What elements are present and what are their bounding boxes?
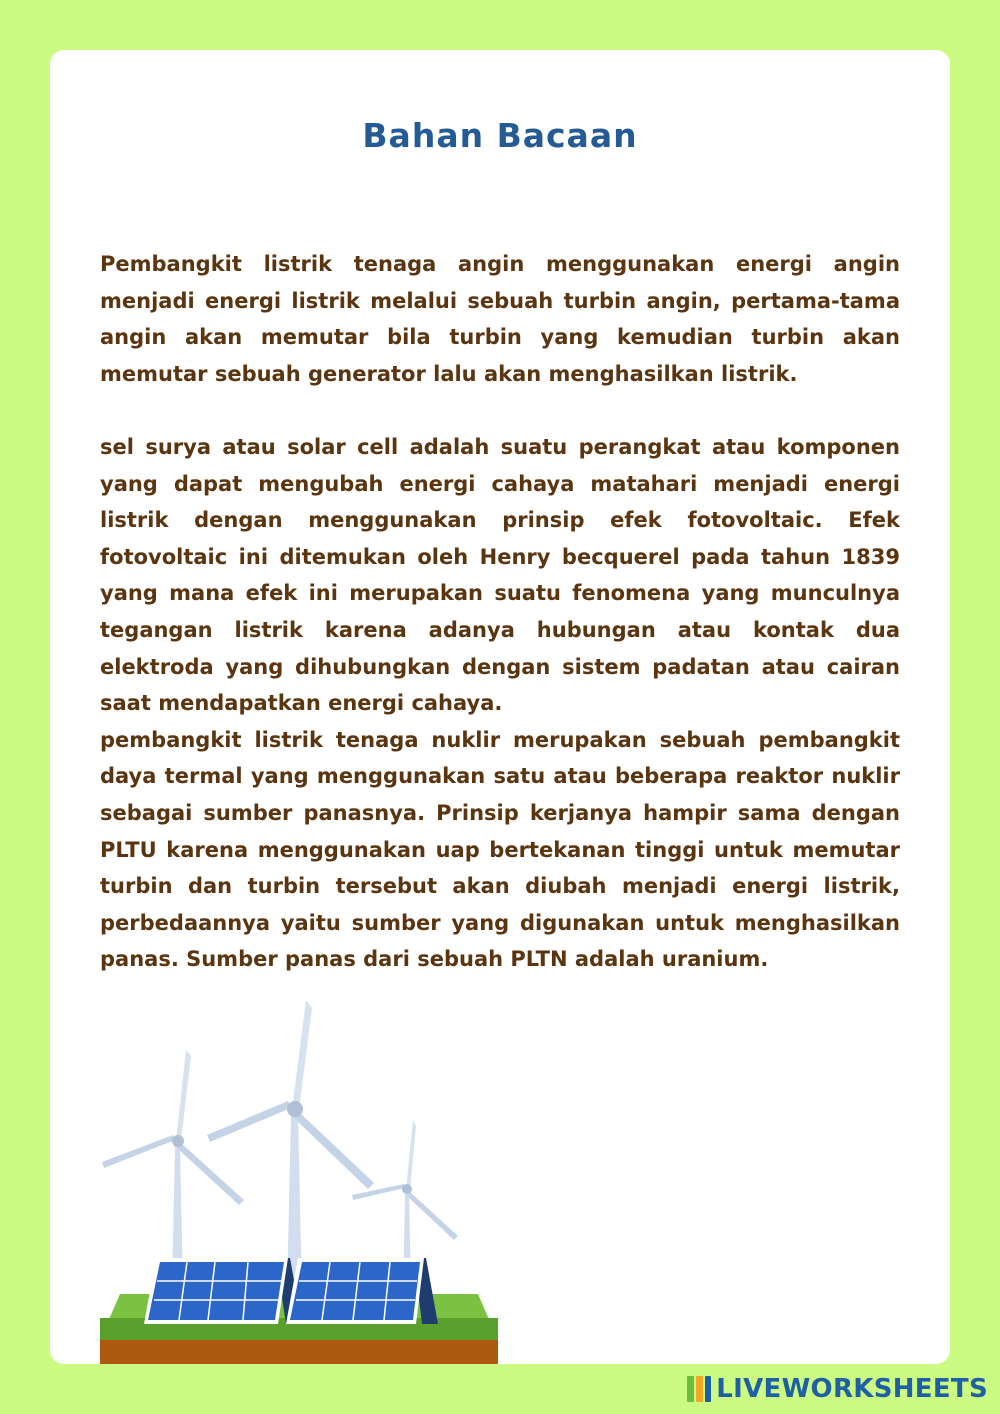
solar-panel-right bbox=[286, 1258, 438, 1324]
page-title: Bahan Bacaan bbox=[362, 116, 638, 155]
reading-text bbox=[100, 246, 900, 978]
paragraph-wind-power: Pembangkit listrik tenaga angin menggunakan energi angin menjadi energi listrik melalui sebuah turbin angin, pertama-tama angin akan memutar bila turbin yang kemudian turbin akan memutar sebuah generator lalu akan menghasilkan listrik. bbox=[100, 252, 900, 386]
liveworksheets-brand bbox=[686, 1372, 988, 1406]
soil-layer bbox=[100, 1340, 498, 1364]
wind-turbine-left bbox=[102, 1050, 244, 1290]
liveworksheets-logo-icon bbox=[686, 1374, 712, 1404]
paragraph-nuclear-power: pembangkit listrik tenaga nuklir merupakan sebuah pembangkit daya termal yang menggunakan satu atau beberapa reaktor nuklir sebagai sumber panasnya. Prinsip kerjanya hampir sama dengan PLTU karena menggunakan uap bertekanan tinggi untuk memutar turbin dan turbin tersebut akan diubah menjadi energi listrik, perbedaannya yaitu sumber yang digunakan untuk menghasilkan panas. Sumber panas dari sebuah PLTN adalah uranium. bbox=[100, 727, 900, 972]
brand-name: LIVEWORKSHEETS bbox=[716, 1374, 988, 1404]
paragraph-solar-cell: sel surya atau solar cell adalah suatu perangkat atau komponen yang dapat mengubah energi cahaya matahari menjadi energi listrik dengan menggunakan prinsip efek fotovoltaic. Efek fotovoltaic ini ditemukan oleh Henry becquerel pada tahun 1839 yang mana efek ini merupakan suatu fenomena yang munculnya tegangan listrik karena adanya hubungan atau kontak dua elektroda yang dihubungkan dengan sistem padatan atau cairan saat mendapatkan energi cahaya. bbox=[100, 434, 900, 716]
wind-turbines-and-solar-panels-illustration bbox=[98, 1000, 500, 1365]
solar-panel-left bbox=[144, 1258, 302, 1324]
